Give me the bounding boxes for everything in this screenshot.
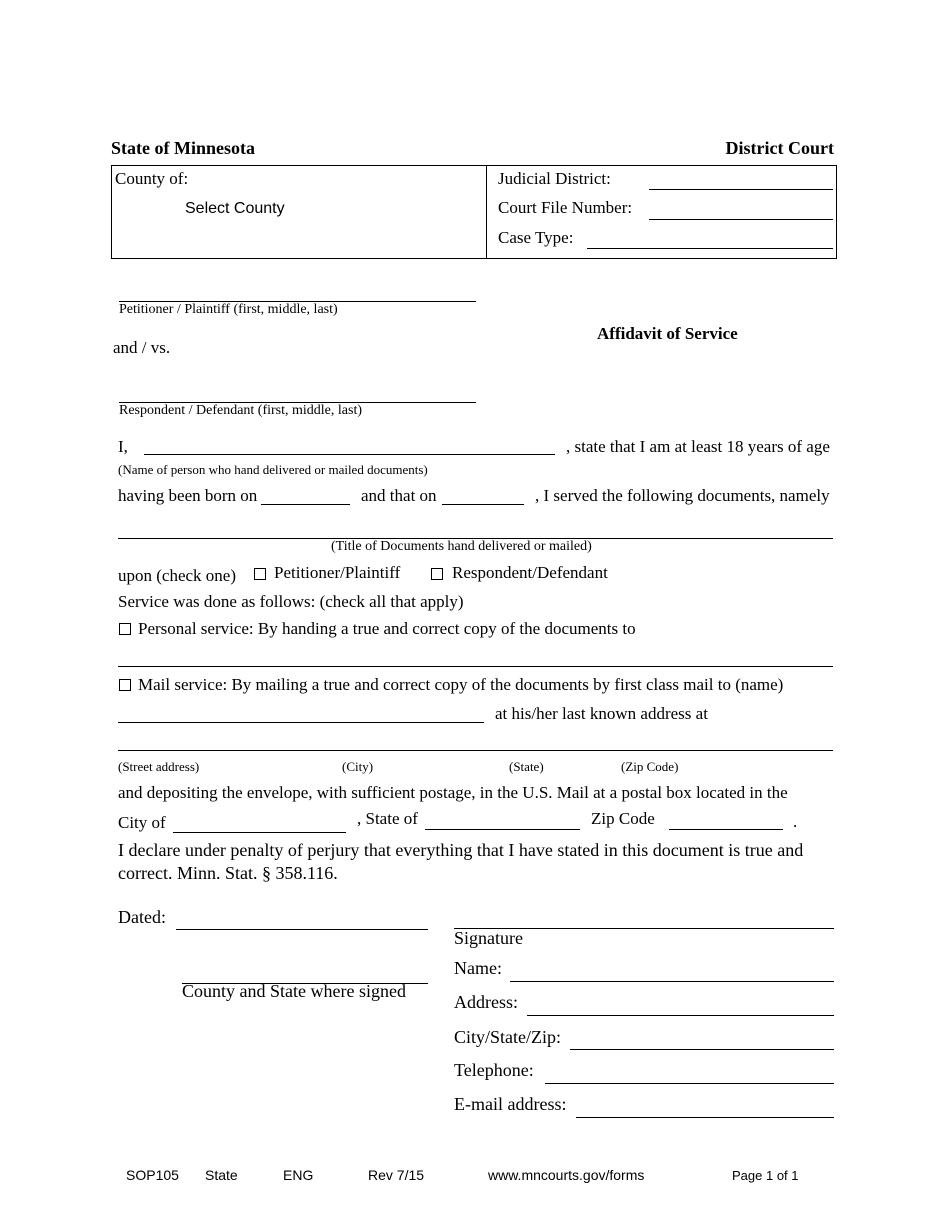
court-file-number-label: Court File Number: [498, 198, 633, 217]
dated-field[interactable] [176, 929, 428, 930]
birth-date-field[interactable] [261, 504, 350, 505]
city-of-label: City of [118, 813, 166, 832]
city-state-zip-field[interactable] [570, 1049, 834, 1050]
court-file-number-field[interactable] [649, 219, 833, 220]
declaration-line-2: correct. Minn. Stat. § 358.116. [118, 863, 338, 883]
footer-jurisdiction: State [205, 1167, 238, 1183]
email-label: E-mail address: [454, 1094, 567, 1114]
city-caption: (City) [342, 759, 374, 774]
form-title: Affidavit of Service [597, 324, 738, 343]
upon-check-label: upon (check one) [118, 566, 237, 585]
and-that-on-label: and that on [361, 486, 437, 505]
petitioner-option-label: Petitioner/Plaintiff [274, 563, 401, 582]
case-type-label: Case Type: [498, 228, 574, 247]
caption-divider [486, 165, 487, 259]
served-docs-text: , I served the following documents, namely [535, 486, 830, 505]
affiant-name-caption: (Name of person who hand delivered or mailed documents) [118, 462, 428, 477]
personal-service-label: Personal service: By handing a true and correct copy of the documents to [138, 619, 636, 638]
telephone-label: Telephone: [454, 1060, 534, 1080]
state-caption: (State) [509, 759, 544, 774]
petitioner-caption: Petitioner / Plaintiff (first, middle, last) [119, 302, 338, 317]
postal-state-field[interactable] [425, 829, 580, 830]
footer-form-code: SOP105 [126, 1167, 179, 1183]
i-label: I, [118, 437, 128, 456]
judicial-district-field[interactable] [649, 189, 833, 190]
respondent-checkbox[interactable] [431, 568, 443, 580]
footer-revision: Rev 7/15 [368, 1167, 425, 1183]
postal-zip-field[interactable] [669, 829, 783, 830]
last-known-address-label: at his/her last known address at [495, 704, 708, 723]
signature-label: Signature [454, 928, 523, 948]
respondent-caption: Respondent / Defendant (first, middle, last) [119, 403, 362, 418]
county-state-signed-caption: County and State where signed [182, 981, 406, 1001]
street-address-caption: (Street address) [118, 759, 200, 774]
case-type-field[interactable] [587, 248, 833, 249]
judicial-district-label: Judicial District: [498, 169, 611, 188]
petitioner-checkbox[interactable] [254, 568, 266, 580]
city-state-zip-label: City/State/Zip: [454, 1027, 561, 1047]
dated-label: Dated: [118, 907, 166, 927]
depositing-text: and depositing the envelope, with sufficient postage, in the U.S. Mail at a postal box located in the [118, 783, 788, 802]
email-field[interactable] [576, 1117, 834, 1118]
mail-recipient-name-field[interactable] [118, 722, 484, 723]
mail-address-field[interactable] [118, 750, 833, 751]
mail-service-checkbox[interactable] [119, 679, 131, 691]
postal-city-field[interactable] [173, 832, 346, 833]
zip-code-label: Zip Code [591, 809, 655, 828]
personal-service-recipient-field[interactable] [118, 666, 833, 667]
born-on-label: having been born on [118, 486, 258, 505]
respondent-option-label: Respondent/Defendant [452, 563, 608, 582]
state-title: State of Minnesota [111, 138, 255, 158]
affiant-name-field[interactable] [144, 454, 555, 455]
address-label: Address: [454, 992, 518, 1012]
telephone-field[interactable] [545, 1083, 834, 1084]
address-field[interactable] [527, 1015, 834, 1016]
documents-title-caption: (Title of Documents hand delivered or mailed) [331, 539, 592, 554]
and-vs-label: and / vs. [113, 338, 171, 357]
mail-service-label: Mail service: By mailing a true and correct copy of the documents by first class mail to (name) [138, 675, 784, 694]
name-label: Name: [454, 958, 502, 978]
state-of-label: , State of [357, 809, 418, 828]
footer-language: ENG [283, 1167, 314, 1183]
period: . [793, 812, 798, 831]
name-field[interactable] [510, 981, 834, 982]
service-done-label: Service was done as follows: (check all that apply) [118, 592, 464, 611]
court-title: District Court [725, 138, 834, 158]
county-label: County of: [115, 169, 189, 188]
declaration-line-1: I declare under penalty of perjury that everything that I have stated in this document is true and [118, 840, 804, 860]
footer-url[interactable]: www.mncourts.gov/forms [488, 1167, 645, 1183]
state-age-text: , state that I am at least 18 years of age [566, 437, 830, 456]
zip-caption: (Zip Code) [621, 759, 679, 774]
personal-service-checkbox[interactable] [119, 623, 131, 635]
county-select[interactable]: Select County [185, 200, 285, 217]
footer-page: Page 1 of 1 [732, 1168, 799, 1183]
service-date-field[interactable] [442, 504, 524, 505]
